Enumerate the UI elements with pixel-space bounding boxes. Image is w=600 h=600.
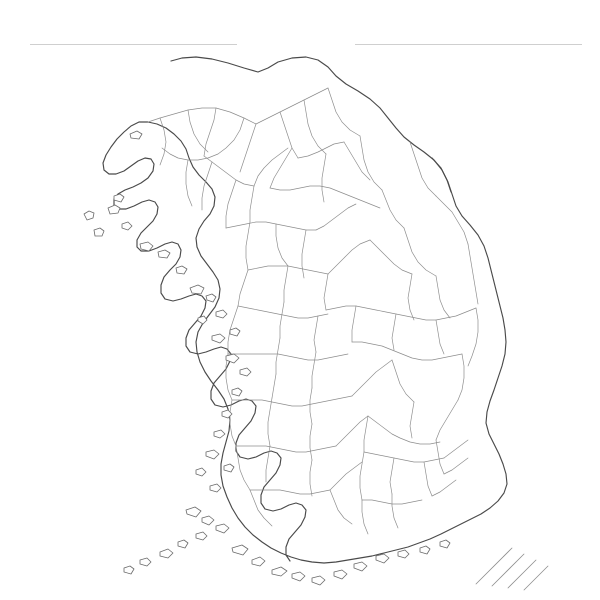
district-boundary [364, 416, 368, 452]
district-boundary [226, 222, 316, 230]
district-boundary [370, 240, 412, 274]
island [122, 222, 132, 230]
district-boundary [410, 402, 414, 438]
island [272, 567, 287, 576]
island [124, 566, 134, 574]
district-boundary [390, 458, 394, 494]
district-boundary [364, 452, 444, 462]
district-boundary [316, 204, 356, 230]
district-boundary [254, 148, 288, 186]
district-boundary [392, 360, 414, 402]
island [398, 550, 409, 558]
district-boundary [324, 274, 328, 310]
district-boundary [392, 314, 396, 350]
island [186, 507, 201, 517]
district-boundary [250, 186, 254, 222]
district-boundary [436, 320, 444, 354]
island [158, 250, 170, 258]
island [312, 576, 325, 585]
district-boundary [246, 222, 250, 270]
scale-bar-hatching [476, 548, 548, 590]
district-boundary [352, 306, 356, 342]
district-boundary [326, 306, 476, 320]
district-boundary [284, 266, 288, 302]
island [420, 546, 430, 554]
district-boundary [328, 240, 370, 274]
district-boundary [270, 148, 292, 188]
district-boundary [226, 180, 236, 228]
district-boundary [468, 308, 478, 366]
district-boundary [458, 354, 464, 400]
island [84, 211, 94, 220]
district-boundary [322, 154, 326, 202]
island [292, 572, 305, 581]
district-boundary [436, 276, 450, 318]
district-boundary [204, 156, 254, 186]
island [440, 540, 450, 548]
district-boundary [314, 316, 318, 352]
island [334, 570, 347, 579]
district-boundary [240, 124, 256, 172]
district-boundary [270, 186, 380, 208]
island [376, 554, 389, 563]
district-boundary [352, 360, 392, 396]
island [354, 562, 367, 571]
district-boundary [424, 462, 432, 496]
island [94, 228, 104, 236]
district-boundary [302, 230, 306, 278]
island [196, 532, 207, 540]
district-boundary [204, 108, 216, 156]
district-boundary [436, 440, 444, 474]
district-boundary [352, 342, 462, 360]
district-boundary [368, 416, 440, 444]
island [140, 558, 151, 566]
district-boundary [436, 400, 458, 440]
island [252, 557, 265, 566]
district-boundary [408, 274, 414, 320]
district-boundary [276, 224, 288, 266]
district-boundary [404, 228, 436, 276]
island [160, 549, 173, 558]
island [178, 540, 188, 548]
